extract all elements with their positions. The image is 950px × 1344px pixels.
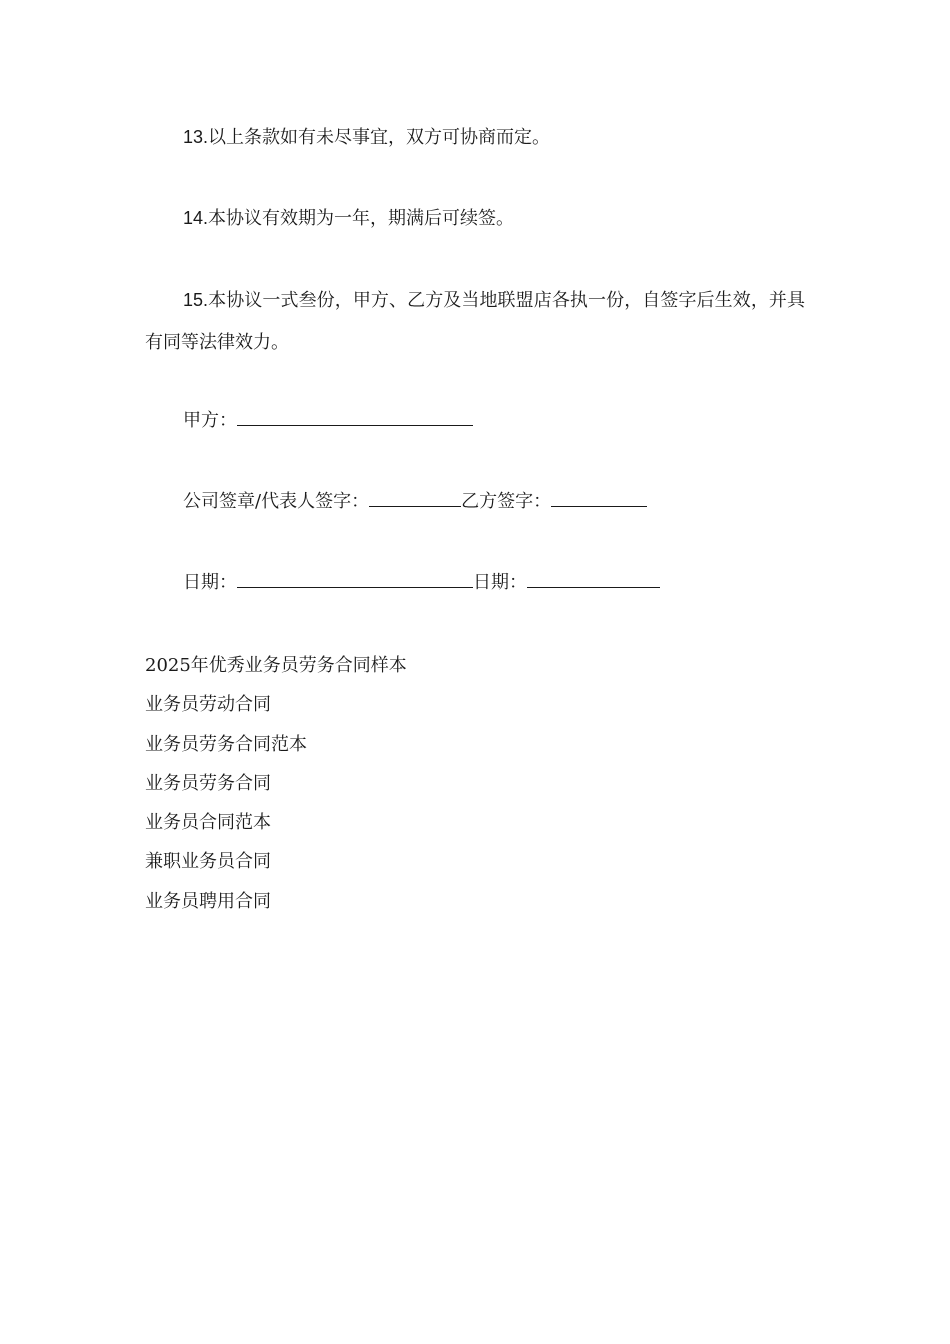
company-sign-blank [369, 489, 461, 507]
clause-14-number: 14. [183, 208, 209, 228]
date-blank-1 [237, 570, 473, 588]
clause-13-number: 13. [183, 127, 209, 147]
signature-line [183, 481, 843, 523]
party-a-label: 甲方： [183, 410, 237, 431]
related-item[interactable]: 业务员聘用合同 [145, 890, 271, 912]
related-item[interactable]: 业务员劳务合同 [145, 772, 271, 794]
date-line [183, 562, 843, 604]
clause-15-text: 本协议一式叁份，甲方、乙方及当地联盟店各执一份，自签字后生效，并具有同等法律效力。 [145, 290, 805, 353]
related-documents-list [145, 646, 407, 921]
related-item[interactable]: 兼职业务员合同 [145, 851, 271, 873]
related-item[interactable]: 业务员劳务合同范本 [145, 733, 307, 755]
date-blank-2 [527, 570, 660, 588]
party-a-line [183, 400, 843, 442]
clause-13 [183, 116, 843, 159]
related-item[interactable]: 业务员合同范本 [145, 812, 271, 834]
date-label-1: 日期： [183, 572, 237, 593]
clause-14 [183, 197, 843, 240]
related-heading: 2025年优秀业务员劳务合同样本 [145, 655, 407, 676]
clause-15 [145, 279, 805, 364]
clause-15-number: 15. [183, 290, 209, 310]
related-item[interactable]: 业务员劳动合同 [145, 694, 271, 716]
date-label-2: 日期： [473, 572, 527, 593]
party-b-sign-label: 乙方签字： [461, 491, 552, 512]
company-sign-label: 公司签章/代表人签字： [183, 491, 370, 512]
clause-13-text: 以上条款如有未尽事宜，双方可协商而定。 [208, 127, 551, 148]
clause-14-text: 本协议有效期为一年，期满后可续签。 [208, 208, 515, 229]
party-a-blank [237, 408, 473, 426]
party-b-sign-blank [551, 489, 647, 507]
